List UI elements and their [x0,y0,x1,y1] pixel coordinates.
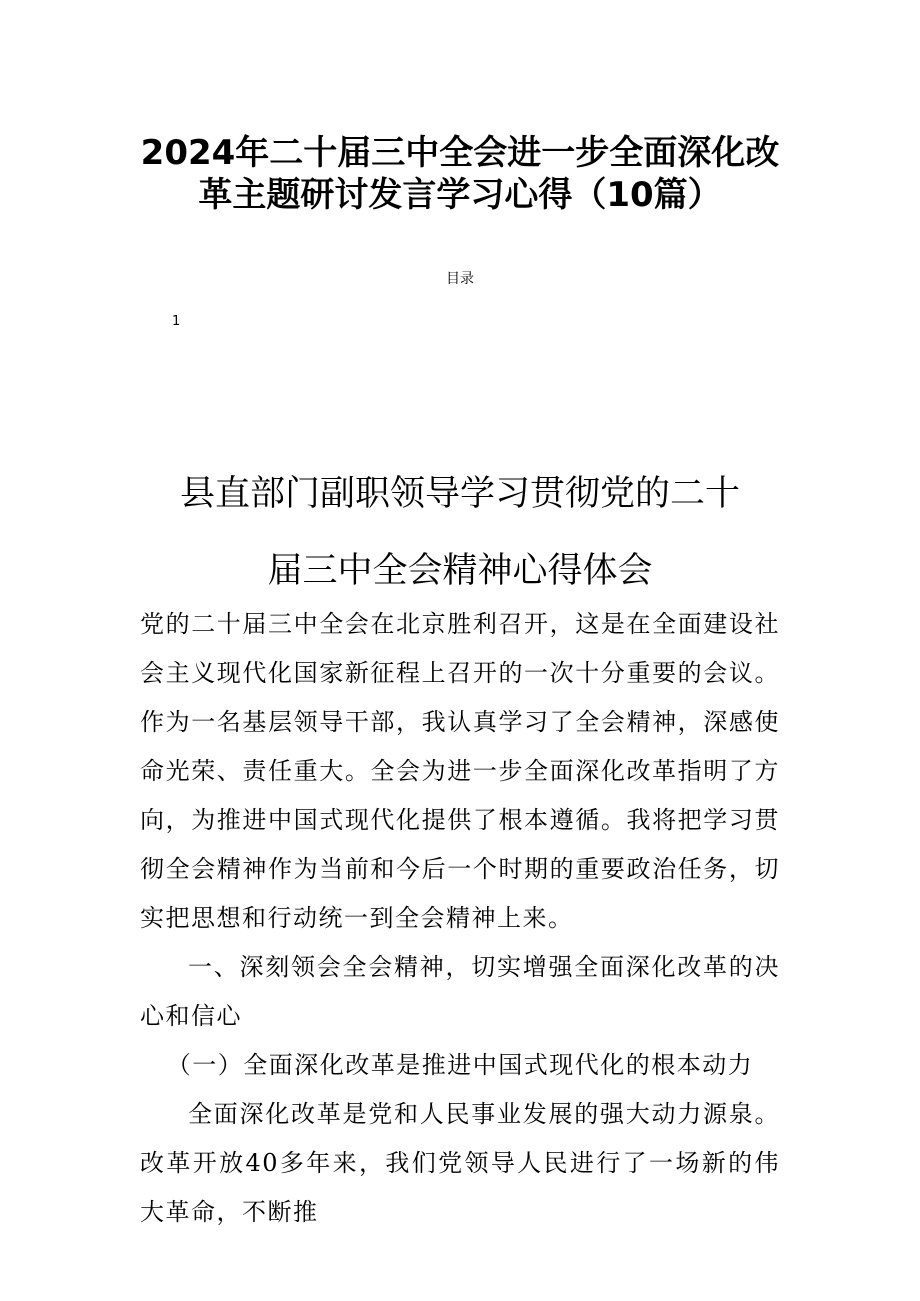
article-title-line-2: 届三中全会精神心得体会 [267,551,653,591]
toc-entry[interactable]: 1 [172,314,181,329]
section-heading: 一、深刻领会全会精神，切实增强全面深化改革的决心和信心 [140,953,780,1030]
document-title-line-1: 2024年二十届三中全会进一步全面深化改 [140,133,780,173]
intro-paragraph: 党的二十届三中全会在北京胜利召开，这是在全面建设社会主义现代化国家新征程上召开的一次十分重要的会议。作为一名基层领导干部，我认真学习了全会精神，深感使命光荣、责任重大。全会为进一步全面深化改革指明了方向，为推进中国式现代化提供了根本遵循。我将把学习贯彻全会精神作为当前和今后一个时期的重要政治任务，切实把思想和行动统一到全会精神上来。 [140,610,780,932]
subsection-heading: （一）全面深化改革是推进中国式现代化的根本动力 [166,1051,754,1079]
body-paragraph: 全面深化改革是党和人民事业发展的强大动力源泉。改革开放40多年来，我们党领导人民进行了一场新的伟大革命，不断推 [140,1100,780,1226]
document-title-line-2: 革主题研讨发言学习心得（10篇） [198,175,722,215]
toc-heading: 目录 [446,271,474,287]
article-title-line-1: 县直部门副职领导学习贯彻党的二十 [179,474,740,514]
